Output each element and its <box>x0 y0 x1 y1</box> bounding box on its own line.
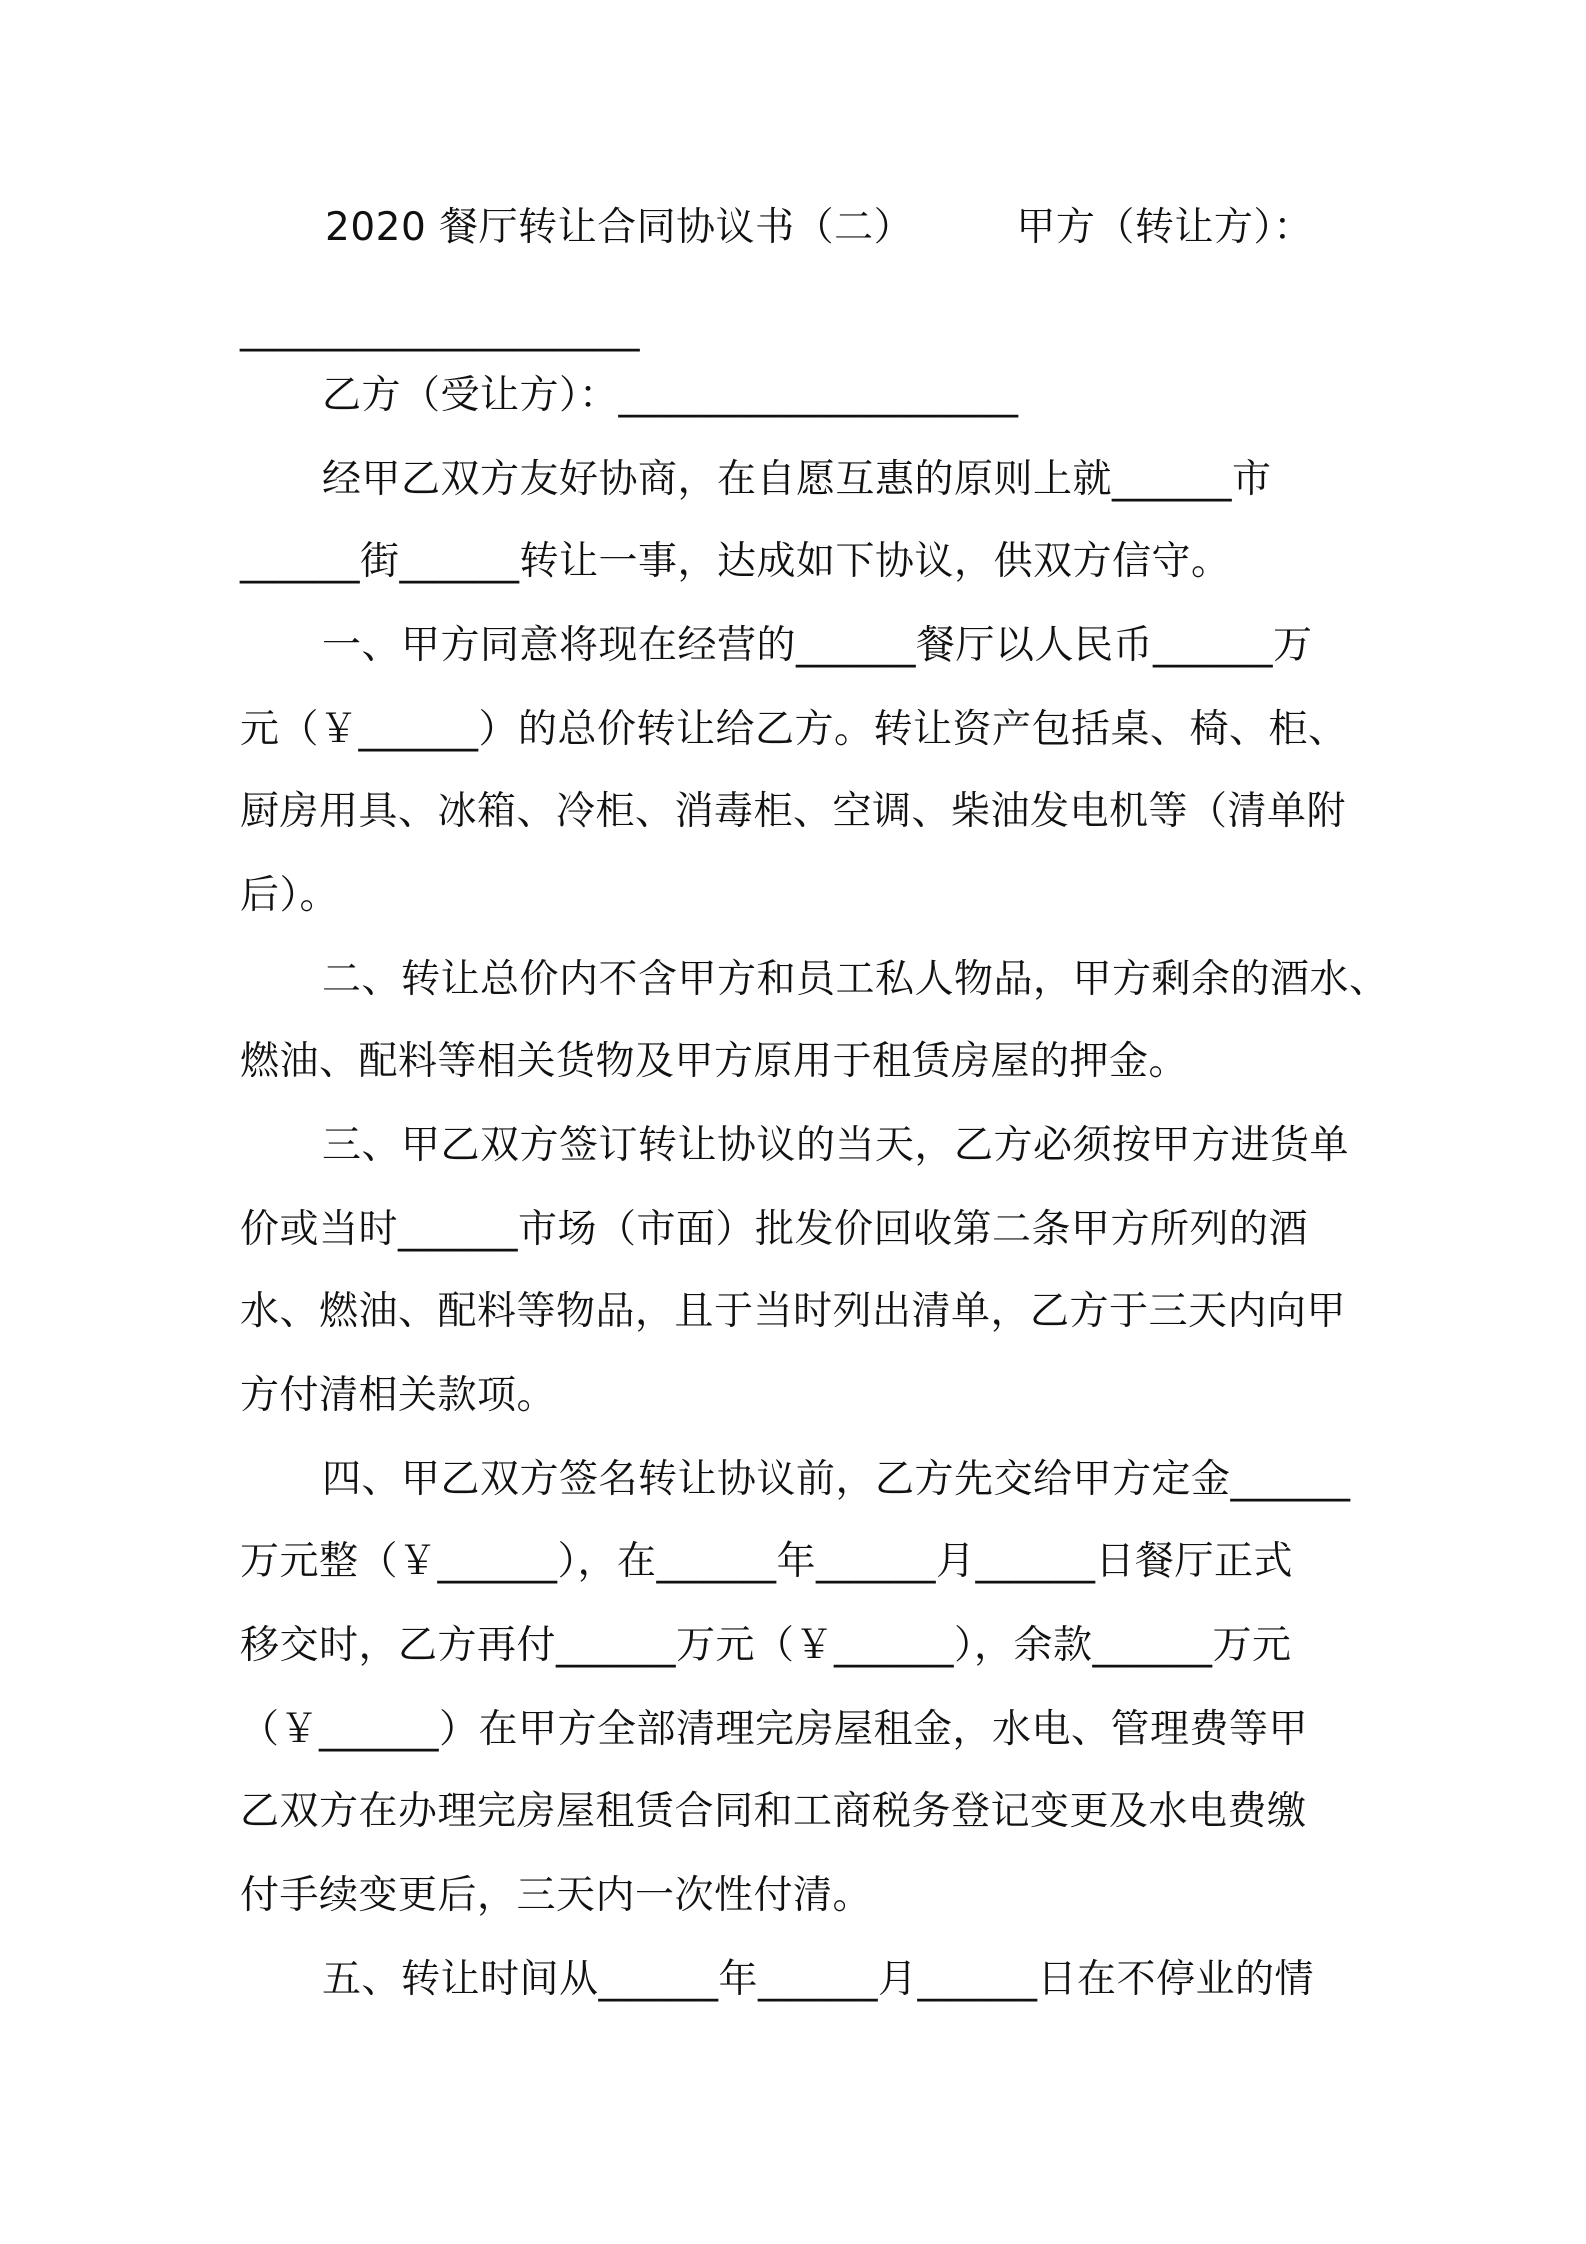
clause-4-line-2: 万元整（￥______），在______年______月______日餐厅正式 <box>240 1539 1294 1584</box>
clause-4-line-1: 四、甲乙双方签名转让协议前，乙方先交给甲方定金______ <box>322 1457 1351 1502</box>
clause-4-line-4: （￥______）在甲方全部清理完房屋租金，水电、管理费等甲 <box>240 1707 1309 1752</box>
clause-4-line-6: 付手续变更后，三天内一次性付清。 <box>240 1873 873 1918</box>
party-a-blank: ____________________ <box>240 307 640 352</box>
title-line: 2020 餐厅转让合同协议书（二） 甲方（转让方）： <box>325 205 1313 250</box>
clause-5-line-1: 五、转让时间从______年______月______日在不停业的情 <box>322 1957 1315 2002</box>
party-b-line: 乙方（受让方）：____________________ <box>322 373 1019 418</box>
preamble-line-1: 经甲乙双方友好协商，在自愿互惠的原则上就______市 <box>322 457 1272 502</box>
clause-1-line-3: 厨房用具、冰箱、冷柜、消毒柜、空调、柴油发电机等（清单附 <box>240 789 1347 834</box>
clause-3-line-1: 三、甲乙双方签订转让协议的当天，乙方必须按甲方进货单 <box>322 1123 1350 1168</box>
clause-1-line-2: 元（￥______）的总价转让给乙方。转让资产包括桌、椅、柜、 <box>240 707 1348 752</box>
clause-1-line-1: 一、甲方同意将现在经营的______餐厅以人民币______万 <box>322 623 1313 668</box>
clause-3-line-3: 水、燃油、配料等物品，且于当时列出清单，乙方于三天内向甲 <box>240 1289 1347 1334</box>
clause-4-line-3: 移交时，乙方再付______万元（￥______），余款______万元 <box>240 1623 1292 1668</box>
clause-4-line-5: 乙双方在办理完房屋租赁合同和工商税务登记变更及水电费缴 <box>240 1789 1307 1834</box>
clause-3-line-4: 方付清相关款项。 <box>240 1373 557 1418</box>
clause-2-line-2: 燃油、配料等相关货物及甲方原用于租赁房屋的押金。 <box>240 1039 1189 1084</box>
clause-3-line-2: 价或当时______市场（市面）批发价回收第二条甲方所列的酒 <box>240 1207 1309 1252</box>
clause-2-line-1: 二、转让总价内不含甲方和员工私人物品，甲方剩余的酒水、 <box>322 957 1389 1002</box>
preamble-line-2: ______街______转让一事，达成如下协议，供双方信守。 <box>240 539 1231 584</box>
document-page <box>240 0 1389 2244</box>
clause-1-line-4: 后）。 <box>240 873 340 918</box>
